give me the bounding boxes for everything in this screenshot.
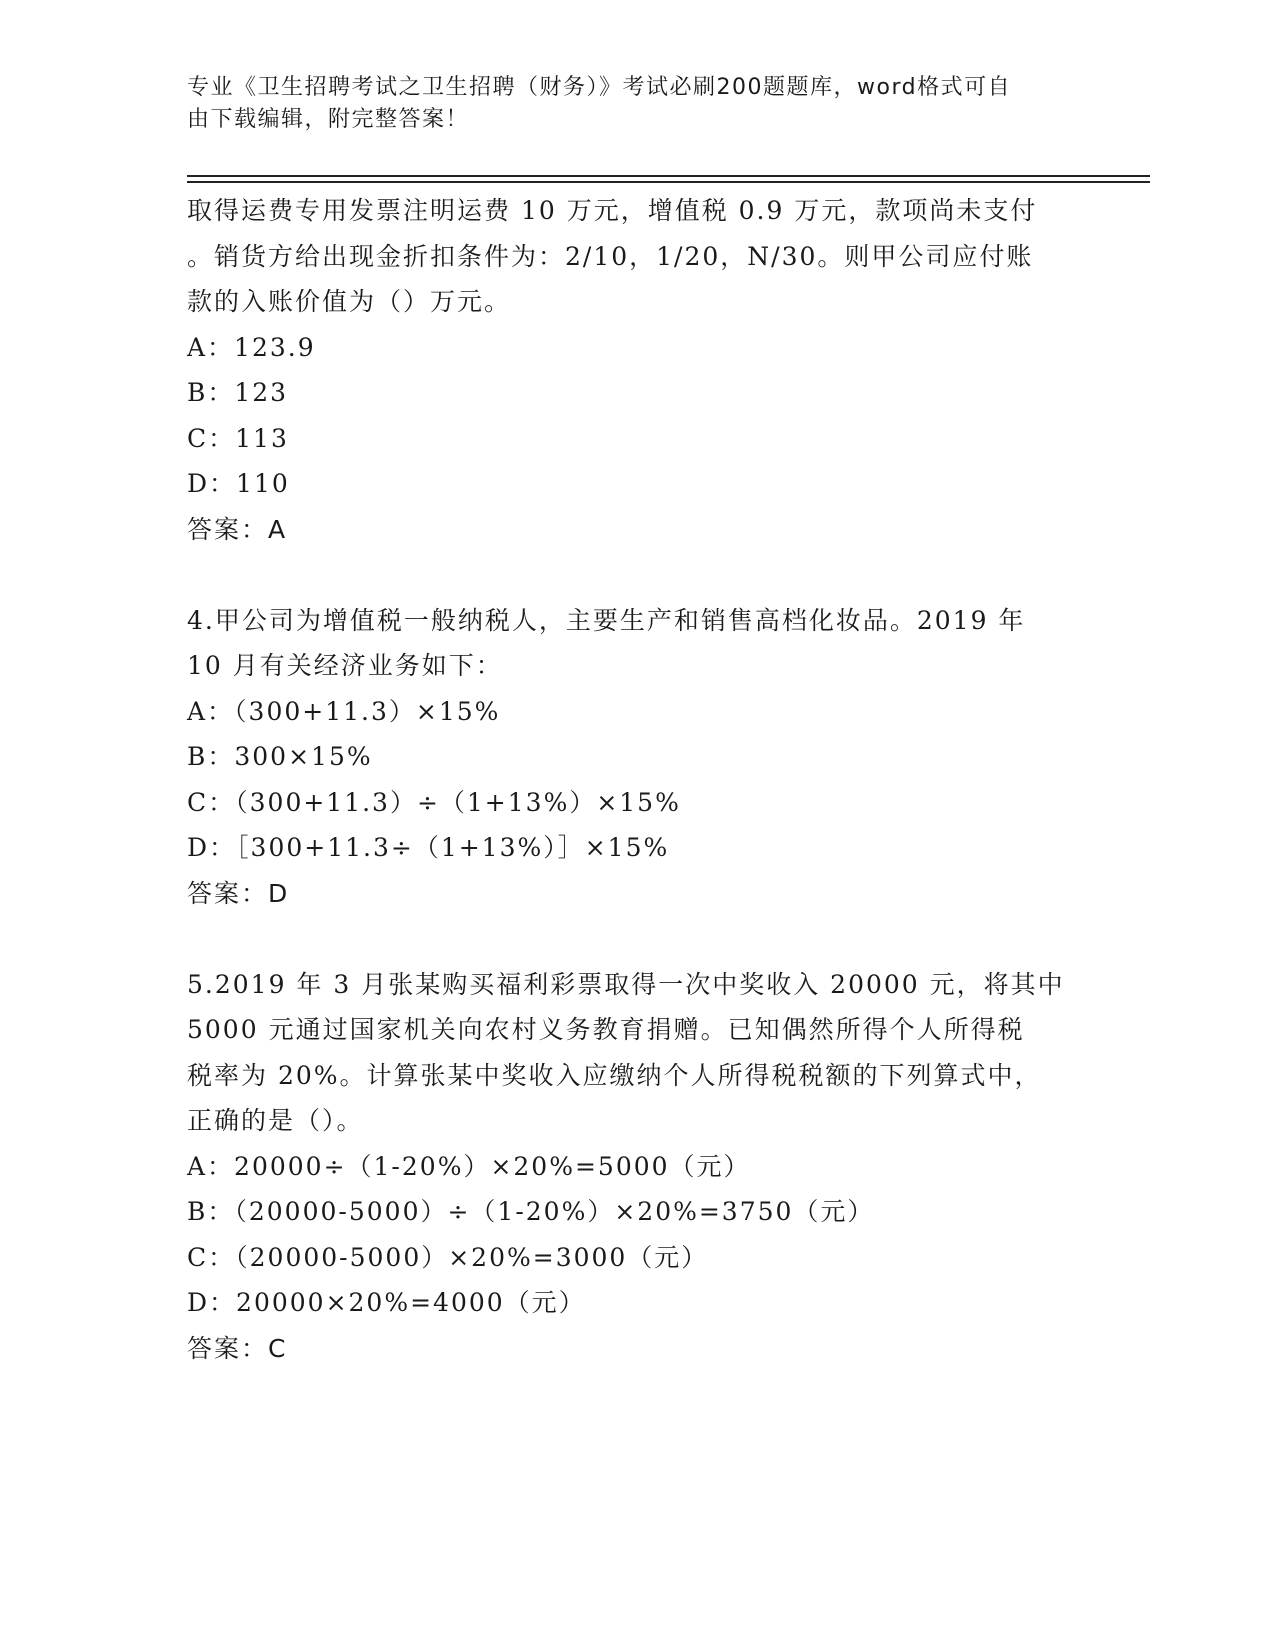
spacer	[187, 916, 1087, 962]
question-4	[187, 598, 1087, 917]
answer: 答案：C	[187, 1333, 288, 1363]
header-divider	[187, 175, 1150, 177]
document-header	[187, 72, 1067, 136]
spacer	[187, 552, 1087, 598]
question-text: 。销货方给出现金折扣条件为：2/10，1/20，N/30。则甲公司应付账	[187, 241, 1034, 271]
answer: 答案：D	[187, 878, 290, 908]
option-d: D：20000×20%=4000（元）	[187, 1288, 586, 1317]
answer: 答案：A	[187, 514, 288, 544]
question-list	[187, 188, 1087, 1371]
question-text: 4.甲公司为增值税一般纳税人，主要生产和销售高档化妆品。2019 年	[187, 605, 1026, 635]
option-d: D：110	[187, 469, 290, 498]
option-a: A：（300+11.3）×15%	[187, 696, 501, 726]
header-line: 专业《卫生招聘考试之卫生招聘（财务）》考试必刷200题题库，word格式可自	[187, 75, 1012, 100]
question-text: 取得运费专用发票注明运费 10 万元，增值税 0.9 万元，款项尚未支付	[187, 196, 1038, 225]
header-line: 由下载编辑，附完整答案！	[187, 107, 470, 132]
question-text: 税率为 20%。计算张某中奖收入应缴纳个人所得税税额的下列算式中，	[187, 1060, 1042, 1090]
header-divider	[187, 181, 1150, 183]
option-b: B：123	[187, 378, 289, 407]
option-d: D：［300+11.3÷（1+13%）］×15%	[187, 833, 670, 862]
option-a: A：123.9	[187, 332, 316, 362]
question-5	[187, 962, 1087, 1372]
question-text: 5000 元通过国家机关向农村义务教育捐赠。已知偶然所得个人所得税	[187, 1015, 1025, 1044]
question-text: 10 月有关经济业务如下：	[187, 651, 503, 680]
option-b: B：（20000-5000）÷（1-20%）×20%=3750（元）	[187, 1197, 875, 1226]
question-text: 5.2019 年 3 月张某购买福利彩票取得一次中奖收入 20000 元，将其中	[187, 969, 1065, 999]
option-a: A：20000÷（1-20%）×20%=5000（元）	[187, 1151, 751, 1181]
question-text: 款的入账价值为（）万元。	[187, 287, 512, 316]
option-c: C：（20000-5000）×20%=3000（元）	[187, 1242, 709, 1272]
question-text: 正确的是（）。	[187, 1106, 364, 1135]
option-c: C：（300+11.3）÷（1+13%）×15%	[187, 787, 681, 817]
question-3	[187, 188, 1087, 552]
option-c: C：113	[187, 423, 289, 453]
option-b: B：300×15%	[187, 742, 373, 771]
